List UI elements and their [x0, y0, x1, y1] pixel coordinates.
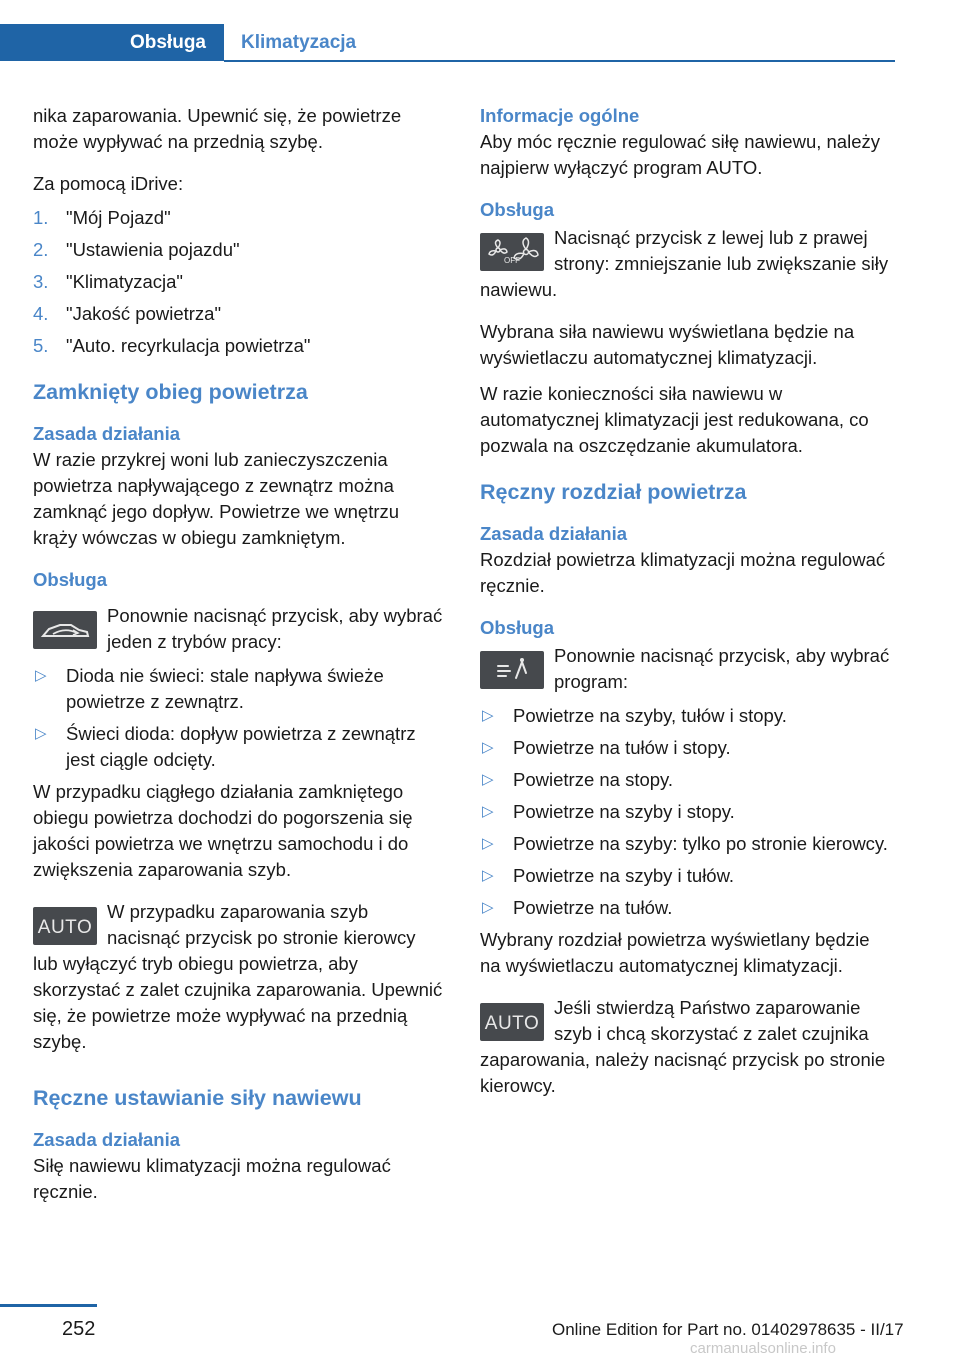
header-tab-climate: Klimatyzacja — [241, 32, 357, 53]
list-item-text: Powietrze na szyby, tułów i stopy. — [513, 705, 787, 726]
header-tab-operation-label: Obsługa — [129, 32, 206, 53]
subsection-heading: Zasada działania — [33, 423, 181, 444]
step-text: "Ustawienia pojazdu" — [66, 239, 240, 260]
auto-button-label: AUTO — [37, 917, 93, 938]
list-item-text: Powietrze na tułów i stopy. — [513, 737, 731, 758]
list-item — [33, 205, 443, 231]
paragraph: Jeśli stwierdzą Państwo zaparowanie szyb i chcą skorzystać z zalet czujnika zaparowania, należy nacisnąć przycisk po stronie kierowcy. — [480, 997, 886, 1096]
icon-paragraph — [480, 643, 890, 695]
list-item — [480, 703, 890, 729]
list-item — [480, 863, 890, 889]
subsection-heading: Zasada działania — [480, 523, 628, 544]
paragraph: Rozdział powietrza klimatyzacji można regulować ręcznie. — [480, 549, 886, 596]
triangle-bullet-icon: ▷ — [482, 899, 494, 916]
paragraph: nika zaparowania. Upewnić się, że powietrze może wypływać na przednią szybę. — [33, 105, 402, 152]
paragraph: Ponownie nacisnąć przycisk, aby wybrać jeden z trybów pracy: — [107, 605, 443, 652]
paragraph: W przypadku ciągłego działania zamkniętego obiegu powietrza dochodzi do pogorszenia się jakości powietrza we wnętrzu samochodu i do zwiększenia zaparowania szyb. — [33, 781, 413, 880]
step-text: "Auto. recyrkulacja powietrza" — [66, 335, 311, 356]
step-text: "Jakość powietrza" — [66, 303, 222, 324]
icon-paragraph — [480, 995, 890, 1099]
paragraph: Wybrany rozdział powietrza wyświetlany będzie na wyświetlaczu automatycznej klimatyzacji. — [480, 929, 870, 976]
modes-list — [33, 663, 443, 773]
svg-text:OFF: OFF — [504, 256, 520, 265]
triangle-bullet-icon: ▷ — [482, 771, 494, 788]
icon-paragraph — [33, 603, 443, 655]
section-heading: Zamknięty obieg powietrza — [33, 380, 308, 404]
step-number: 5. — [33, 335, 49, 356]
subsection-heading: Zasada działania — [33, 1129, 181, 1150]
triangle-bullet-icon: ▷ — [482, 803, 494, 820]
auto-button-icon — [480, 1003, 544, 1041]
list-item-text: Powietrze na szyby i stopy. — [513, 801, 735, 822]
list-item — [480, 895, 890, 921]
list-item-text: Powietrze na szyby i tułów. — [513, 865, 735, 886]
triangle-bullet-icon: ▷ — [35, 725, 47, 742]
section-heading: Ręczne ustawianie siły nawiewu — [33, 1086, 362, 1110]
paragraph: W razie konieczności siła nawiewu w automatycznej klimatyzacji jest redukowana, co pozwala na oszczędzanie akumulatora. — [480, 383, 869, 456]
header-tab-operation — [0, 24, 224, 61]
icon-paragraph — [480, 225, 890, 303]
auto-button-label: AUTO — [484, 1013, 540, 1034]
paragraph: W przypadku zaparowania szyb nacisnąć przycisk po stronie kierowcy lub wyłączyć tryb obiegu powietrza, aby skorzystać z zalet czujnika zaparowania. Upewnić się, że powietrze może wypływać na przednią szybę. — [33, 901, 443, 1052]
subsection-heading: Informacje ogólne — [480, 105, 640, 126]
triangle-bullet-icon: ▷ — [482, 707, 494, 724]
step-number: 1. — [33, 207, 49, 228]
page-header — [0, 24, 895, 62]
step-number: 3. — [33, 271, 49, 292]
subsection-heading: Obsługa — [480, 617, 555, 638]
watermark: carmanualsonline.info — [690, 1340, 836, 1357]
subsection-heading: Obsługa — [480, 199, 555, 220]
header-divider — [224, 60, 895, 62]
step-text: "Klimatyzacja" — [66, 271, 183, 292]
right-column — [480, 103, 890, 1099]
list-item — [33, 663, 443, 715]
step-number: 2. — [33, 239, 49, 260]
paragraph: W razie przykrej woni lub zanieczyszczenia powietrza napływającego z zewnątrz można zamknąć jego dopływ. Powietrze we wnętrzu krąży wówczas w obiegu zamkniętym. — [33, 449, 400, 548]
subsection-heading: Obsługa — [33, 569, 108, 590]
step-text: "Mój Pojazd" — [66, 207, 171, 228]
left-column — [33, 103, 443, 1205]
recirculation-button-icon — [33, 611, 97, 649]
paragraph: Za pomocą iDrive: — [33, 173, 184, 194]
idrive-steps-list — [33, 205, 443, 359]
list-item — [33, 333, 443, 359]
triangle-bullet-icon: ▷ — [482, 867, 494, 884]
paragraph: Wybrana siła nawiewu wyświetlana będzie na wyświetlaczu automatycznej klimatyzacji. — [480, 321, 855, 368]
section-heading: Ręczny rozdział powietrza — [480, 480, 747, 504]
footer-edition: Online Edition for Part no. 01402978635 - II/17 — [552, 1320, 904, 1339]
list-item — [480, 767, 890, 793]
programs-list — [480, 703, 890, 921]
triangle-bullet-icon: ▷ — [35, 667, 47, 684]
step-number: 4. — [33, 303, 49, 324]
list-item-text: Powietrze na tułów. — [513, 897, 673, 918]
list-item — [33, 301, 443, 327]
paragraph: Nacisnąć przycisk z lewej lub z prawej strony: zmniejszanie lub zwiększanie siły nawiewu. — [480, 227, 889, 300]
list-item — [33, 237, 443, 263]
list-item-text: Świeci dioda: dopływ powietrza z zewnątrz jest ciągle odcięty. — [66, 723, 416, 770]
footer-divider — [0, 1304, 97, 1307]
air-distribution-button-icon — [480, 651, 544, 689]
paragraph: Siłę nawiewu klimatyzacji można regulować ręcznie. — [33, 1155, 391, 1202]
triangle-bullet-icon: ▷ — [482, 835, 494, 852]
list-item-text: Powietrze na stopy. — [513, 769, 674, 790]
list-item-text: Dioda nie świeci: stale napływa świeże powietrze z zewnątrz. — [66, 665, 384, 712]
paragraph: Aby móc ręcznie regulować siłę nawiewu, należy najpierw wyłączyć program AUTO. — [480, 131, 880, 178]
list-item — [480, 735, 890, 761]
list-item-text: Powietrze na szyby: tylko po stronie kierowcy. — [513, 833, 888, 854]
icon-paragraph — [33, 899, 443, 1055]
list-item — [480, 799, 890, 825]
triangle-bullet-icon: ▷ — [482, 739, 494, 756]
page-number: 252 — [62, 1318, 96, 1340]
paragraph: Ponownie nacisnąć przycisk, aby wybrać program: — [554, 645, 890, 692]
list-item — [480, 831, 890, 857]
list-item — [33, 269, 443, 295]
list-item — [33, 721, 443, 773]
auto-button-icon — [33, 907, 97, 945]
fan-speed-button-icon — [480, 233, 544, 271]
